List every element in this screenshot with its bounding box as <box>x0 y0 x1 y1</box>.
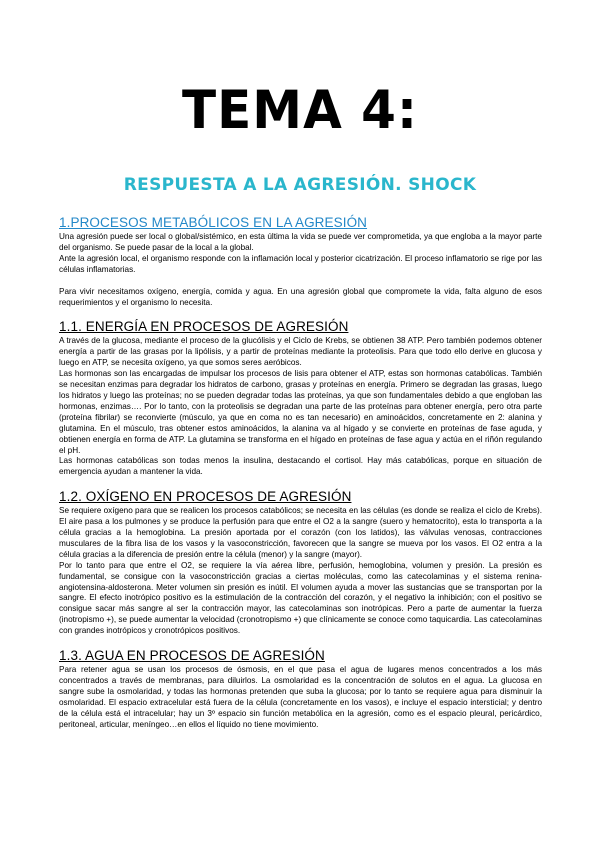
paragraph: Una agresión puede ser local o global/sistémico, en esta última la vida se puede ver comprometida, ya que engloba a la mayor parte del organismo. Se puede pasar de la local a la global. <box>59 232 542 252</box>
main-title: TEMA 4: <box>182 79 418 141</box>
paragraph: Se requiere oxígeno para que se realicen los procesos catabólicos; se necesita en las células (es donde se realiza el ciclo de Krebs). El aire pasa a los pulmones y se produce la perfusión para que entre el O2 a la sangre (suero y hematocrito), esta lo transporta a la célula gracias a la hemoglobina. La presión aportada por el corazón (con los latidos), las válvulas venosas, contracciones musculares de la fibra lisa de los vasos y la vasoconstricción, favorecen que la sangre se mueva por los vasos. El O2 entra a la célula gracias a la diferencia de presión entre la célula (menor) y la sangre (mayor). <box>59 506 542 559</box>
paragraph: Para vivir necesitamos oxígeno, energía, comida y agua. En una agresión global que compromete la vida, falta alguno de esos requerimientos y el organismo lo necesita. <box>59 286 542 307</box>
paragraph: Ante la agresión local, el organismo responde con la inflamación local y posterior cicatrización. El proceso inflamatorio se rige por las células inflamatorias. <box>59 253 542 274</box>
section-heading-1-3: 1.3. AGUA EN PROCESOS DE AGRESIÓN <box>59 648 325 664</box>
section-heading-1-1: 1.1. ENERGÍA EN PROCESOS DE AGRESIÓN <box>59 319 349 335</box>
section-heading-1: 1.PROCESOS METABÓLICOS EN LA AGRESIÓN <box>59 215 368 230</box>
paragraph: Para retener agua se usan los procesos de ósmosis, en el que pasa el agua de lugares menos concentrados a los más concentrados a través de membranas, para diluirlos. La osmolaridad es la concentración de solutos en el agua. La glucosa en sangre sube la osmolaridad, y todas las hormonas pretenden que suba la glucosa; por lo tanto se requiere agua para disminuir la osmolaridad. El espacio extracelular está fuera de la célula (concretamente en los vasos), e incluye el espacio intersticial; y dentro de la célula está el intracelular; hay un 3º espacio sin función metabólica en la agresión, como es el espacio pleural, pericárdico, peritoneal, articular, meníngeo…en ellos el líquido no tiene movimiento. <box>59 665 542 729</box>
paragraph: Las hormonas catabólicas son todas menos la insulina, destacando el cortisol. Hay más catabólicas, porque en situación de emergencia ayudan a mantener la vida. <box>59 456 542 477</box>
section-heading-1-2: 1.2. OXÍGENO EN PROCESOS DE AGRESIÓN <box>59 489 352 505</box>
paragraph: Por lo tanto para que entre el O2, se requiere la vía aérea libre, perfusión, hemoglobina, volumen y presión. La presión es fundamental, se consigue con la vasoconstricción gracias a ciertas moléculas, como las catecolaminas y el sistema renina-angiotensina-aldosterona. Meter volumen sin presión es inútil. El volumen ayuda a mover las sustancias que se transportan por la sangre. El efecto inotrópico positivo es la estimulación de la contracción del corazón, y el negativo la inhibición; con el positivo se consigue sacar más sangre al ser la contracción mayor, las catecolaminas son inotrópicas. Pero a parte de aumentar la fuerza (inotropismo +), se puede aumentar la velocidad (cronotropismo +) que clínicamente se conoce como taquicardia. Las catecolaminas con grandes inotrópicos y cronotrópicos positivos. <box>59 560 542 636</box>
paragraph: A través de la glucosa, mediante el proceso de la glucólisis y el Ciclo de Krebs, se obtienen 38 ATP. Pero también podemos obtener energía a partir de las grasas por la lipólisis, y a partir de proteínas mediante la proteolisis. Para que todo ello derive en glucosa y luego en ATP, se necesita oxígeno, ya que somos seres aeróbicos. <box>59 336 542 368</box>
content <box>59 214 542 731</box>
subtitle: RESPUESTA A LA AGRESIÓN. SHOCK <box>123 175 477 195</box>
paragraph: Las hormonas son las encargadas de impulsar los procesos de lisis para obtener el ATP, estas son hormonas catabólicas. También se necesitan enzimas para degradar los hidratos de carbono, grasas y proteínas en energía. Primero se degradan las grasas, luego los hidratos y luego las proteínas; no se pueden degradar todas las proteínas, ya que son fundamentales debido a que engloban las hormonas, enzimas…. Por lo tanto, con la proteolisis se degradan una parte de las proteínas para obtener energía, pero otra parte (proteína fibrilar) se reconvierte (músculo, ya que en coma no es tan necesario) en aminoácidos, concretamente en 2: alanina y glutamina. En el músculo, tras obtener estos aminoácidos, la alanina va al hígado y se convierte en proteínas de fase aguda, y obtienen energía en forma de ATP. La glutamina se transforma en el hígado en proteínas de fase agua y actúa en el riñón regulando el pH. <box>59 369 542 455</box>
